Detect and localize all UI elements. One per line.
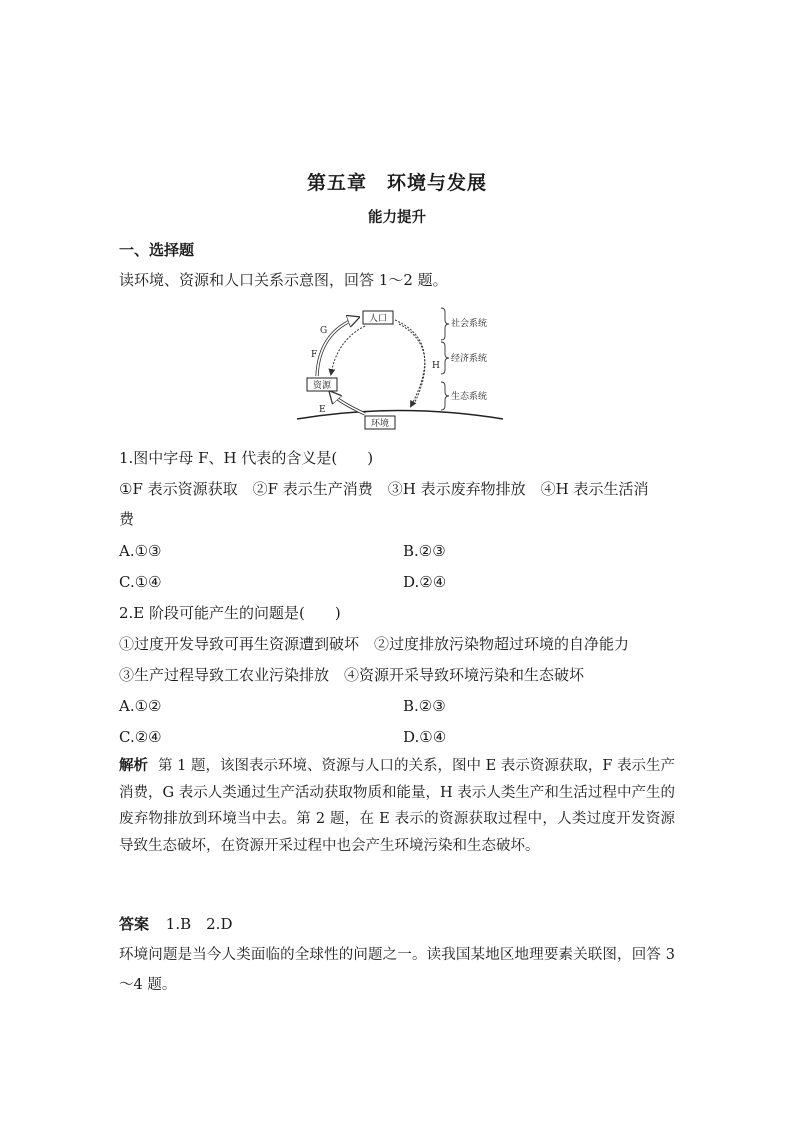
arrow-population-to-resource-dashed [331, 326, 365, 374]
answer-text: 1.B 2.D [165, 915, 233, 933]
environment-resource-population-diagram [295, 302, 505, 434]
letter-f: F [311, 350, 318, 360]
system-social-label: 社会系统 [451, 319, 488, 329]
question-1-stem: 1.图中字母 F、H 代表的含义是( ) [119, 449, 374, 467]
letter-e: E [319, 405, 326, 415]
brace-social [441, 308, 449, 340]
brace-economic [441, 342, 449, 374]
question-1-option-b[interactable]: B.②③ [403, 542, 446, 560]
arrow-population-to-environment-dashed [395, 320, 425, 406]
question-2-stem: 2.E 阶段可能产生的问题是( ) [119, 604, 341, 622]
intro-question-3-4: 环境问题是当今人类面临的全球性的问题之一。读我国某地区地理要素关联图，回答 3～4 题。 [119, 947, 675, 993]
system-economic-label: 经济系统 [451, 354, 488, 364]
question-1-statements-line1: ①F 表示资源获取 ②F 表示生产消费 ③H 表示废弃物排放 ④H 表示生活消 [119, 480, 649, 498]
system-ecological-label: 生态系统 [451, 392, 488, 402]
question-1-option-d[interactable]: D.②④ [403, 573, 447, 591]
analysis-paragraph [119, 753, 675, 859]
answer-line [119, 914, 232, 934]
letter-h: H [432, 361, 440, 371]
analysis-label: 解析 [119, 758, 149, 774]
question-1-statements-line2: 费 [119, 510, 135, 528]
population-label: 人口 [368, 314, 388, 324]
question-2-statements-line2: ③生产过程导致工农业污染排放 ④资源开采导致环境污染和生态破坏 [119, 666, 585, 684]
ground-line [297, 411, 503, 420]
letter-g: G [320, 326, 328, 336]
section-subtitle: 能力提升 [368, 210, 426, 226]
diagram-svg [295, 302, 505, 434]
intro-question-1-2: 读环境、资源和人口关系示意图，回答 1～2 题。 [119, 271, 448, 289]
question-2-option-a[interactable]: A.①② [119, 697, 162, 715]
question-2-option-b[interactable]: B.②③ [403, 697, 446, 715]
question-2-option-c[interactable]: C.②④ [119, 728, 162, 746]
resource-label: 资源 [312, 381, 332, 391]
brace-ecological [441, 382, 449, 410]
analysis-text: 第 1 题，该图表示环境、资源与人口的关系，图中 E 表示资源获取，F 表示生产消费，G 表示人类通过生产活动获取物质和能量，H 表示人类生产和生活过程中产生的废弃物排放到环境当中去。第 2 题，在 E 表示的资源获取过程中，人类过度开发资源导致生态破坏，在资源开采过程中也会产生环境污染和生态破坏。 [119, 758, 676, 854]
question-2-option-d[interactable]: D.①④ [403, 728, 447, 746]
question-1-option-c[interactable]: C.①④ [119, 573, 162, 591]
question-1-option-a[interactable]: A.①③ [119, 542, 162, 560]
chapter-title: 第五章 环境与发展 [306, 172, 487, 194]
question-2-statements-line1: ①过度开发导致可再生资源遭到破坏 ②过度排放污染物超过环境的自净能力 [119, 635, 630, 653]
environment-label: 环境 [370, 419, 390, 429]
section-heading: 一、选择题 [119, 241, 195, 259]
answer-label: 答案 [119, 915, 150, 933]
